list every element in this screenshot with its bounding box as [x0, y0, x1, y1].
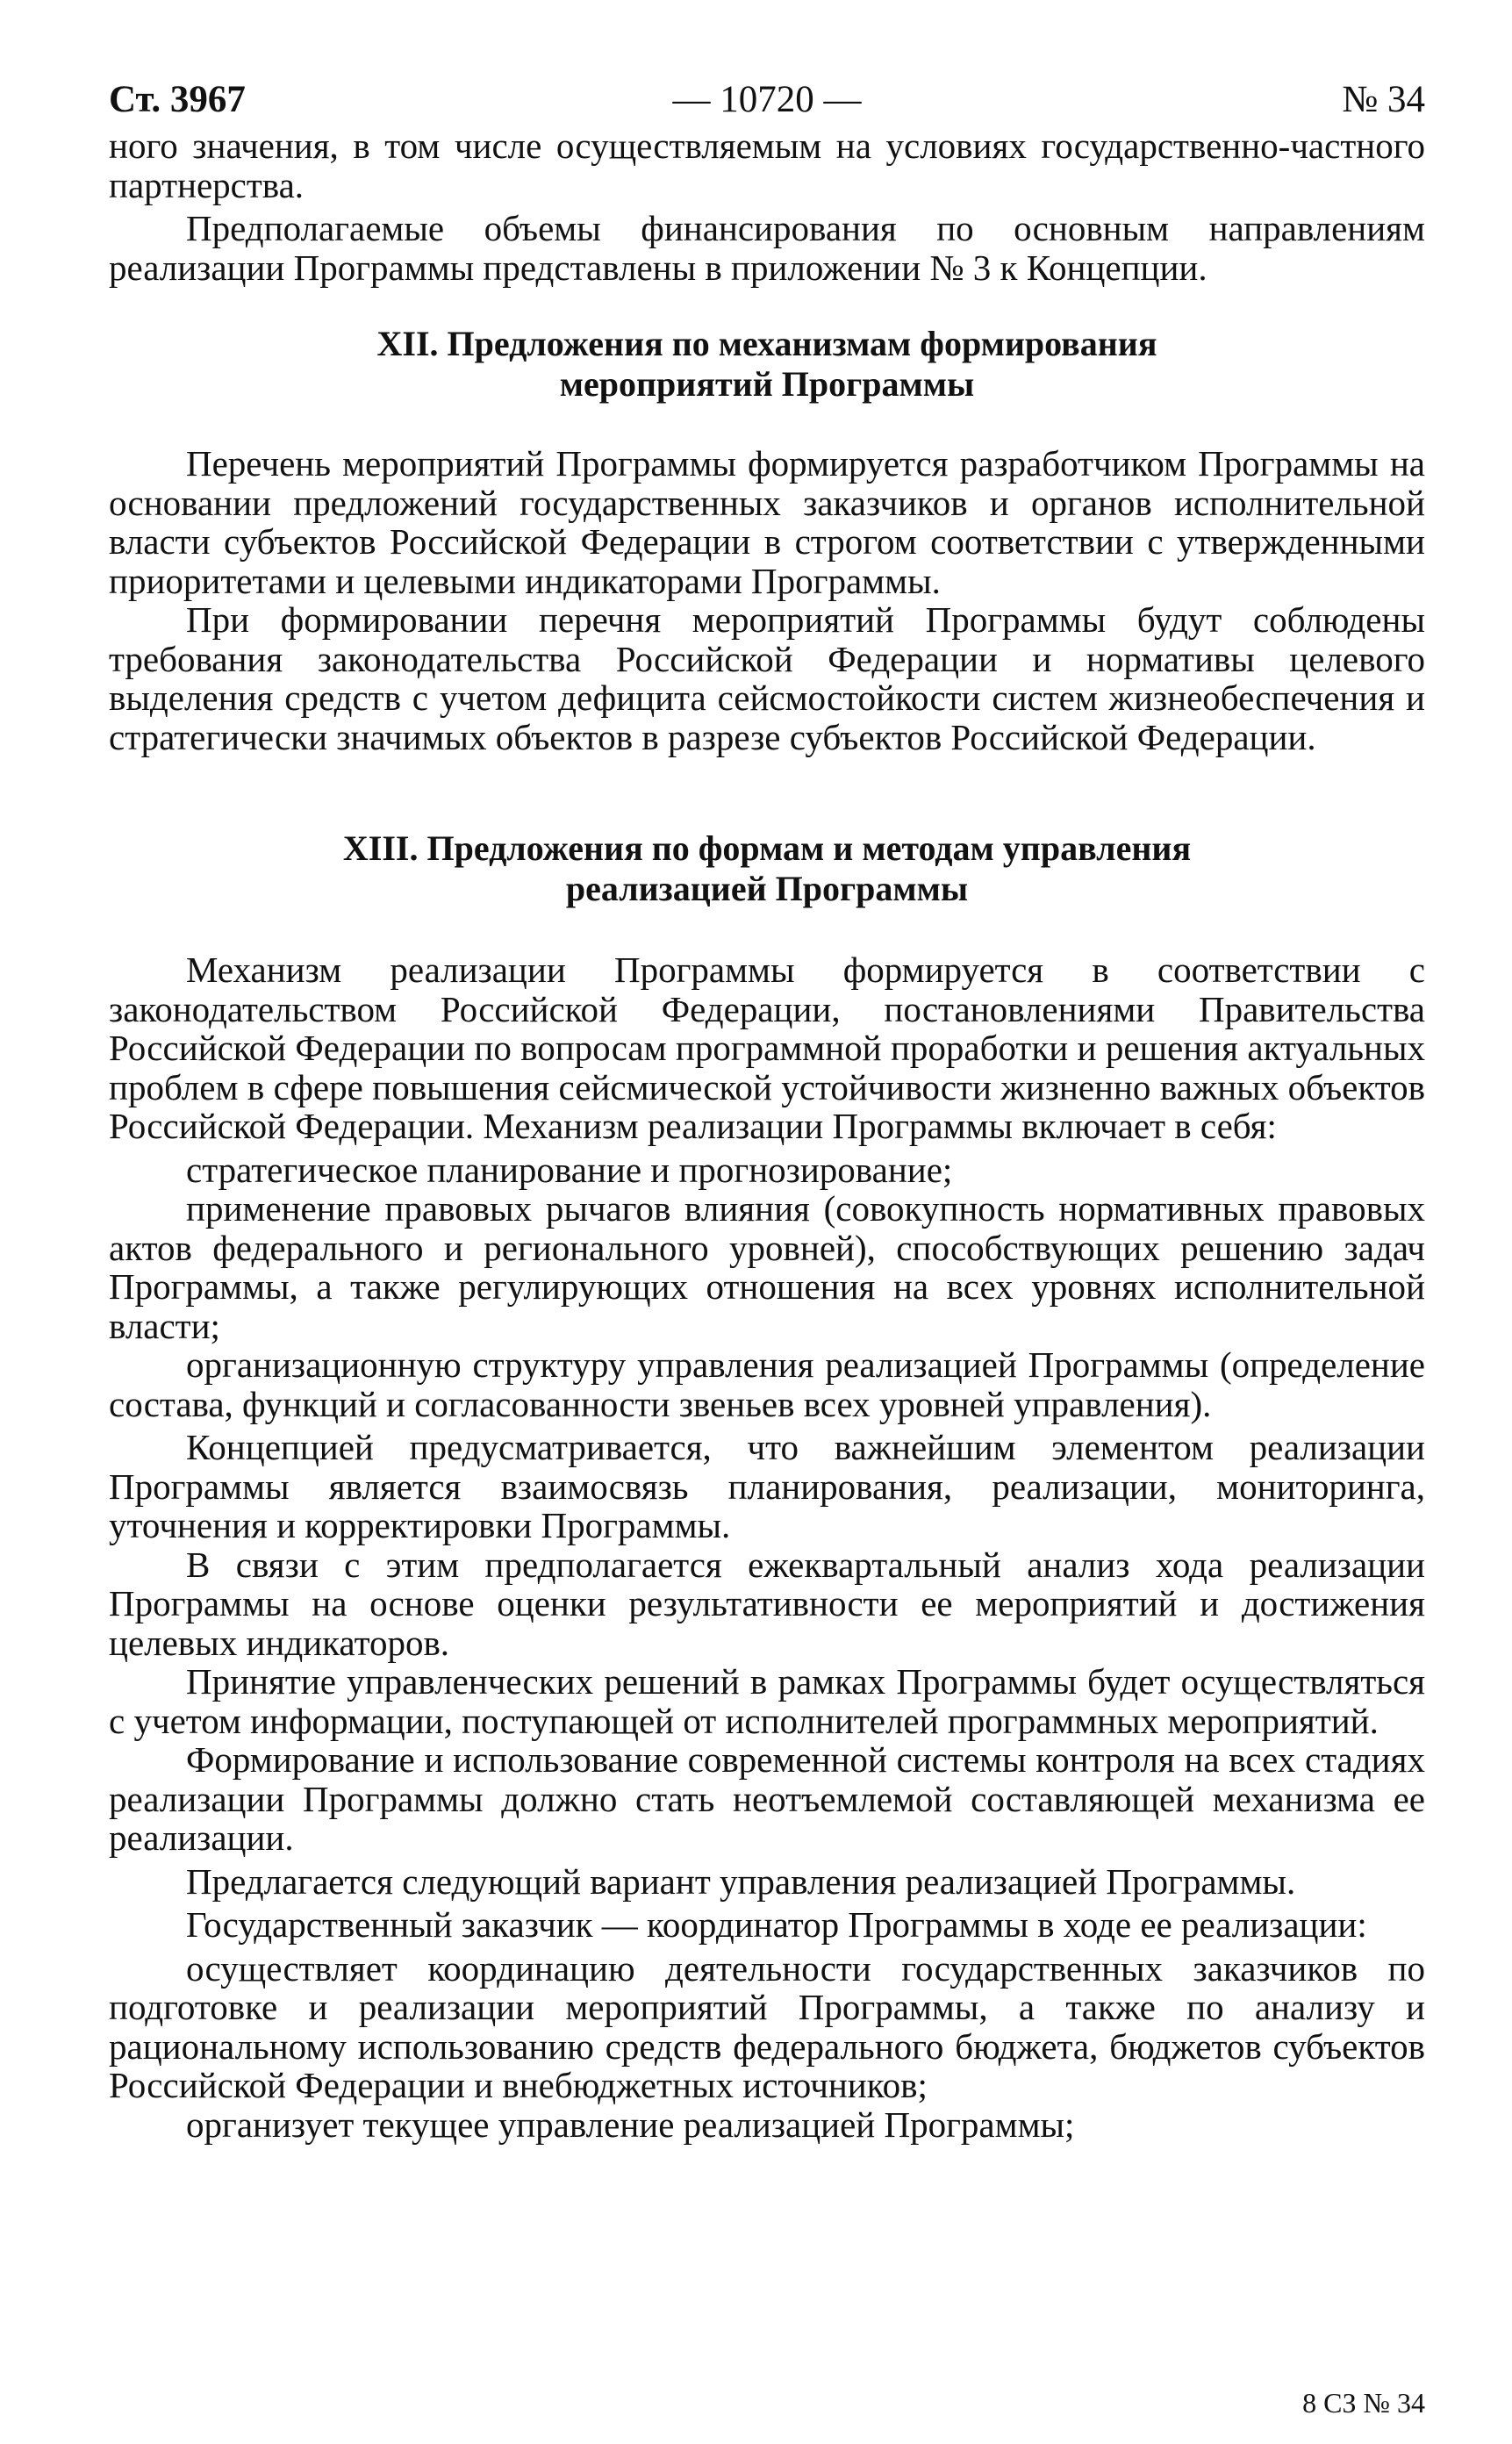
section-13-paragraph: В связи с этим предполагается ежеквартальный анализ хода реализации Программы на основе оценки результативности ее мероприятий и достижения целевых индикаторов. [109, 1544, 1425, 1663]
section-13-title-line1: XIII. Предложения по формам и методам управления [342, 828, 1192, 868]
list-item: осуществляет координацию деятельности государственных заказчиков по подготовке и реализации мероприятий Программы, а также по анализу и рациональному использованию средств федерального бюджета, бюджетов субъектов Российской Федерации и внебюджетных источников; [109, 1947, 1425, 2105]
article-number: Ст. 3967 [109, 79, 246, 120]
section-13-paragraph: Государственный заказчик — координатор Программы в ходе ее реализации: [186, 1904, 1367, 1945]
section-12-title-line1: XII. Предложения по механизмам формирования [376, 324, 1157, 363]
section-12-paragraph: Перечень мероприятий Программы формируется разработчиком Программы на основании предложений государственных заказчиков и органов исполнительной власти субъектов Российской Федерации в строгом соответствии с утвержденными приоритетами и целевыми индикаторами Программы. [109, 443, 1425, 601]
section-13-title-line2: реализацией Программы [565, 869, 969, 908]
page-header [109, 74, 1425, 126]
list-item: стратегическое планирование и прогнозирование; [186, 1149, 953, 1190]
section-12-title-line2: мероприятий Программы [559, 364, 975, 404]
section-13-paragraph: Формирование и использование современной системы контроля на всех стадиях реализации Программы должно стать неотъемлемой составляющей механизма ее реализации. [109, 1739, 1425, 1858]
issue-number: № 34 [1342, 79, 1425, 120]
list-item: применение правовых рычагов влияния (совокупность нормативных правовых актов федерального и регионального уровней), способствующих решению задач Программы, а также регулирующих отношения на всех уровнях исполнительной власти; [109, 1188, 1425, 1346]
intro-paragraph: Предполагаемые объемы финансирования по основным направлениям реализации Программы представлены в приложении № 3 к Концепции. [109, 208, 1425, 288]
section-13-title [109, 828, 1425, 909]
intro-paragraph-continued: ного значения, в том числе осуществляемым на условиях государственно-частного партнерства. [109, 125, 1425, 205]
section-12-title [109, 324, 1425, 405]
section-13-paragraph: Предлагается следующий вариант управления реализацией Программы. [186, 1860, 1296, 1902]
section-13-paragraph: Концепцией предусматривается, что важнейшим элементом реализации Программы является взаимосвязь планирования, реализации, мониторинга, уточнения и корректировки Программы. [109, 1427, 1425, 1545]
document-page [109, 74, 1425, 2144]
section-12-paragraph: При формировании перечня мероприятий Программы будут соблюдены требования законодательства Российской Федерации и нормативы целевого выделения средств с учетом дефицита сейсмостойкости систем жизнеобеспечения и стратегически значимых объектов в разрезе субъектов Российской Федерации. [109, 599, 1425, 757]
page-number: — 10720 — [672, 79, 862, 120]
list-item: организует текущее управление реализацией Программы; [186, 2104, 1075, 2145]
list-item: организационную структуру управления реализацией Программы (определение состава, функций и согласованности звеньев всех уровней управления). [109, 1344, 1425, 1424]
section-13-paragraph: Механизм реализации Программы формируется в соответствии с законодательством Российской Федерации, постановлениями Правительства Российской Федерации по вопросам программной проработки и решения актуальных проблем в сфере повышения сейсмической устойчивости жизненно важных объектов Российской Федерации. Механизм реализации Программы включает в себя: [109, 950, 1425, 1146]
section-13-paragraph: Принятие управленческих решений в рамках Программы будет осуществляться с учетом информации, поступающей от исполнителей программных мероприятий. [109, 1661, 1425, 1741]
signature-mark: 8 СЗ № 34 [1302, 2387, 1425, 2419]
